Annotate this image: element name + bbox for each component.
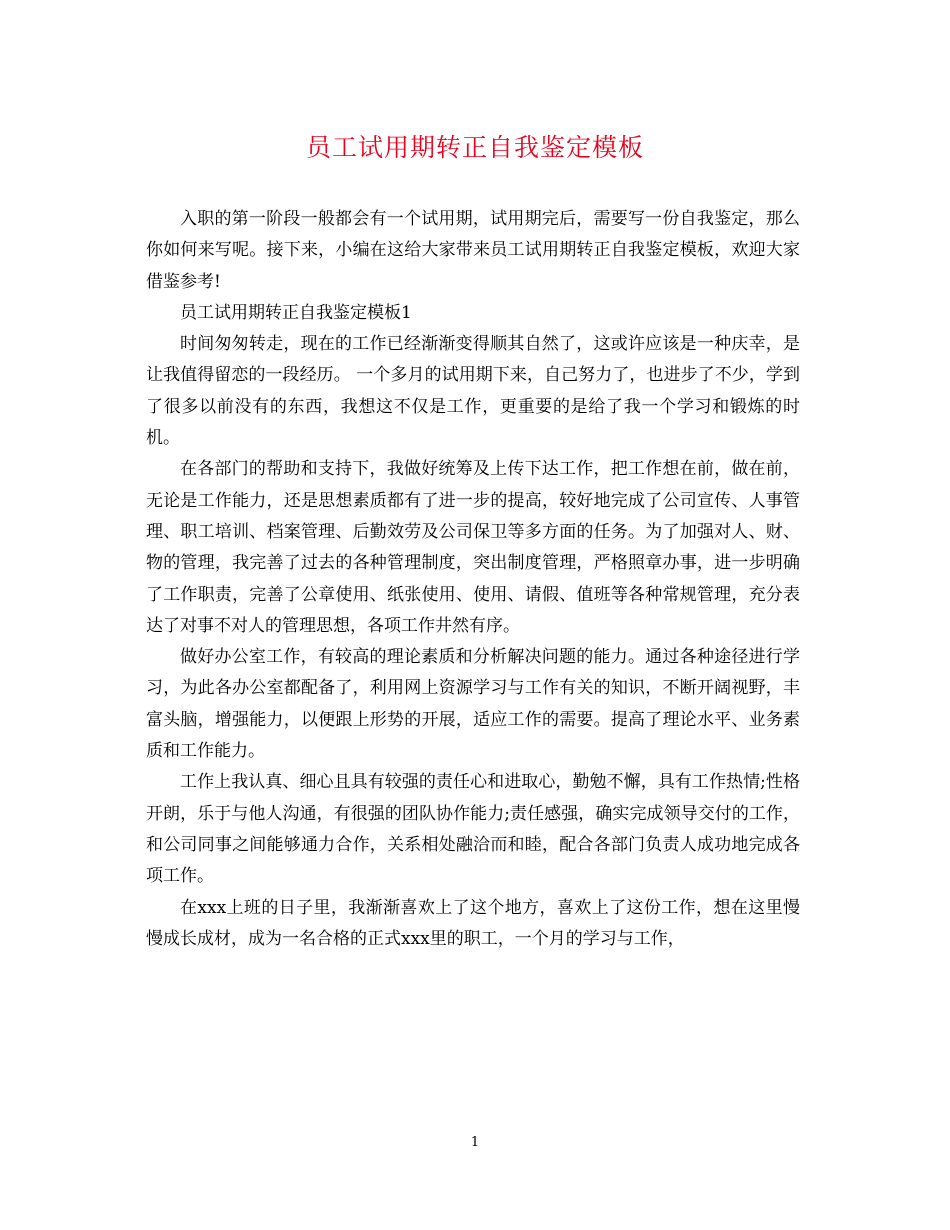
document-body (146, 204, 800, 955)
paragraph: 做好办公室工作，有较高的理论素质和分析解决问题的能力。通过各种途径进行学习，为此各办公室都配备了，利用网上资源学习与工作有关的知识，不断开阔视野，丰富头脑，增强能力，以便跟上形势的开展，适应工作的需要。提高了理论水平、业务素质和工作能力。 (146, 647, 800, 762)
paragraph: 在xxx上班的日子里，我渐渐喜欢上了这个地方，喜欢上了这份工作，想在这里慢慢成长成材，成为一名合格的正式xxx里的职工，一个月的学习与工作， (146, 897, 800, 949)
paragraph: 工作上我认真、细心且具有较强的责任心和进取心，勤勉不懈，具有工作热情;性格开朗，乐于与他人沟通，有很强的团队协作能力;责任感强，确实完成领导交付的工作，和公司同事之间能够通力合作，关系相处融洽而和睦，配合各部门负责人成功地完成各项工作。 (146, 772, 800, 887)
paragraph: 在各部门的帮助和支持下，我做好统筹及上传下达工作，把工作想在前，做在前，无论是工作能力，还是思想素质都有了进一步的提高，较好地完成了公司宣传、人事管理、职工培训、档案管理、后勤效劳及公司保卫等多方面的任务。为了加强对人、财、物的管理，我完善了过去的各种管理制度，突出制度管理，严格照章办事，进一步明确了工作职责，完善了公章使用、纸张使用、使用、请假、值班等各种常规管理，充分表达了对事不对人的管理思想，各项工作井然有序。 (146, 459, 800, 636)
document-title: 员工试用期转正自我鉴定模板 (305, 133, 644, 162)
paragraph: 时间匆匆转走，现在的工作已经渐渐变得顺其自然了，这或许应该是一种庆幸，是让我值得留恋的一段经历。 一个多月的试用期下来，自己努力了，也进步了不少，学到了很多以前没有的东西，我想这不仅是工作，更重要的是给了我一个学习和锻炼的时机。 (146, 334, 800, 449)
paragraph-intro: 入职的第一阶段一般都会有一个试用期，试用期完后，需要写一份自我鉴定，那么你如何来写呢。接下来，小编在这给大家带来员工试用期转正自我鉴定模板，欢迎大家借鉴参考! (146, 209, 800, 292)
page-number: 1 (470, 1135, 480, 1150)
section-heading: 员工试用期转正自我鉴定模板1 (180, 302, 412, 323)
